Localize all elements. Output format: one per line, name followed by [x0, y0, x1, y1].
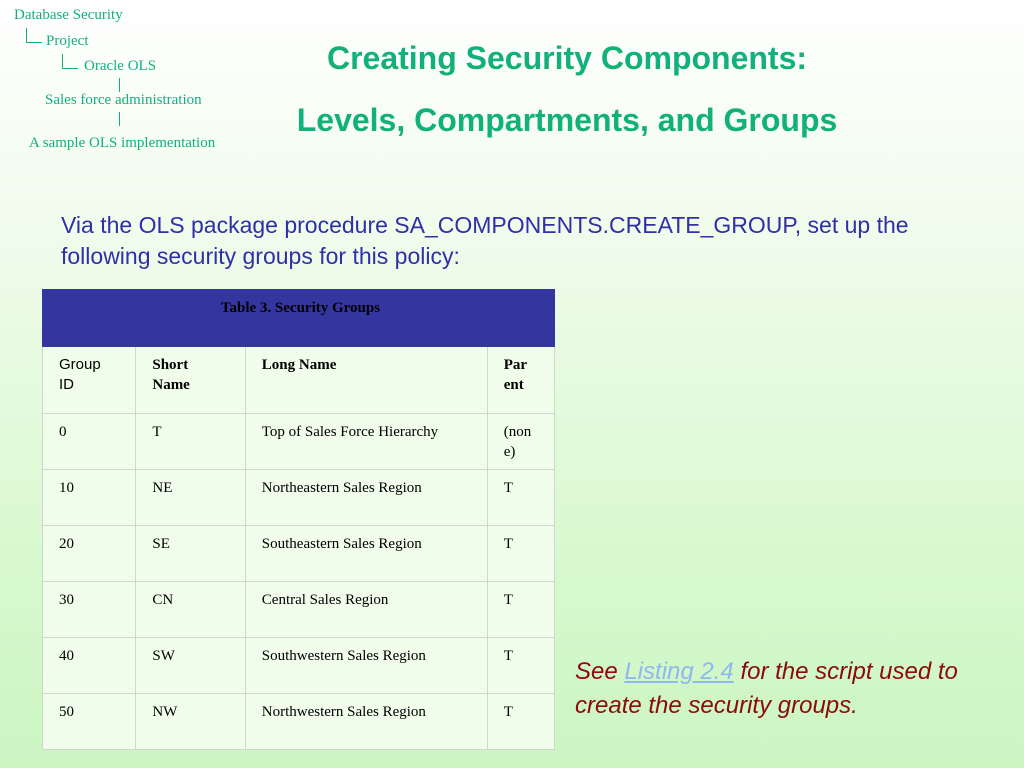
script-reference-note	[575, 655, 975, 723]
tree-connector	[62, 54, 63, 68]
table-row	[43, 526, 555, 582]
cell-short-name: NW	[136, 694, 245, 750]
tree-connector	[119, 112, 120, 126]
cell-short-name: NE	[136, 470, 245, 526]
cell-parent: T	[487, 582, 554, 638]
intro-paragraph: Via the OLS package procedure SA_COMPONENTS.CREATE_GROUP, set up the following security groups for this policy:	[61, 212, 909, 269]
breadcrumb-item-sample-ols-implementation[interactable]: A sample OLS implementation	[29, 135, 216, 151]
cell-group-id: 10	[43, 470, 136, 526]
cell-parent: T	[487, 470, 554, 526]
table-row	[43, 694, 555, 750]
cell-short-name: T	[136, 414, 245, 470]
column-header-group-id: Group ID	[43, 347, 136, 414]
cell-short-name: CN	[136, 582, 245, 638]
table-row	[43, 470, 555, 526]
column-header-parent: Par ent	[487, 347, 554, 414]
column-header-long-name: Long Name	[245, 347, 487, 414]
tree-connector	[119, 78, 120, 92]
note-prefix: See	[575, 658, 625, 685]
cell-parent: (non e)	[487, 414, 554, 470]
breadcrumb-item-oracle-ols[interactable]: Oracle OLS	[84, 58, 157, 74]
note-suffix: for the script used to create the security groups.	[575, 658, 958, 719]
cell-long-name: Northeastern Sales Region	[245, 470, 487, 526]
column-header-short-name: Short Name	[136, 347, 245, 414]
breadcrumb	[0, 0, 270, 160]
table-caption: Table 3. Security Groups	[43, 290, 555, 347]
cell-short-name: SE	[136, 526, 245, 582]
cell-long-name: Central Sales Region	[245, 582, 487, 638]
cell-parent: T	[487, 694, 554, 750]
listing-link[interactable]: Listing 2.4	[624, 658, 734, 685]
page-title-line1: Creating Security Components:	[326, 40, 808, 76]
cell-parent: T	[487, 638, 554, 694]
cell-group-id: 30	[43, 582, 136, 638]
cell-long-name: Southeastern Sales Region	[245, 526, 487, 582]
tree-connector	[62, 68, 78, 69]
table-row	[43, 414, 555, 470]
table-row	[43, 582, 555, 638]
table-row	[43, 638, 555, 694]
security-groups-table	[42, 289, 555, 750]
table-header-row	[43, 347, 555, 414]
cell-group-id: 50	[43, 694, 136, 750]
cell-long-name: Top of Sales Force Hierarchy	[245, 414, 487, 470]
cell-long-name: Northwestern Sales Region	[245, 694, 487, 750]
breadcrumb-item-sales-force-administration[interactable]: Sales force administration	[45, 92, 202, 108]
cell-short-name: SW	[136, 638, 245, 694]
cell-group-id: 0	[43, 414, 136, 470]
page-title-line2: Levels, Compartments, and Groups	[296, 102, 838, 138]
table-caption-row	[43, 290, 555, 347]
tree-connector	[26, 42, 42, 43]
tree-connector	[26, 28, 27, 42]
cell-group-id: 20	[43, 526, 136, 582]
cell-parent: T	[487, 526, 554, 582]
breadcrumb-item-database-security[interactable]: Database Security	[14, 7, 123, 23]
cell-group-id: 40	[43, 638, 136, 694]
cell-long-name: Southwestern Sales Region	[245, 638, 487, 694]
breadcrumb-item-project[interactable]: Project	[46, 33, 89, 49]
